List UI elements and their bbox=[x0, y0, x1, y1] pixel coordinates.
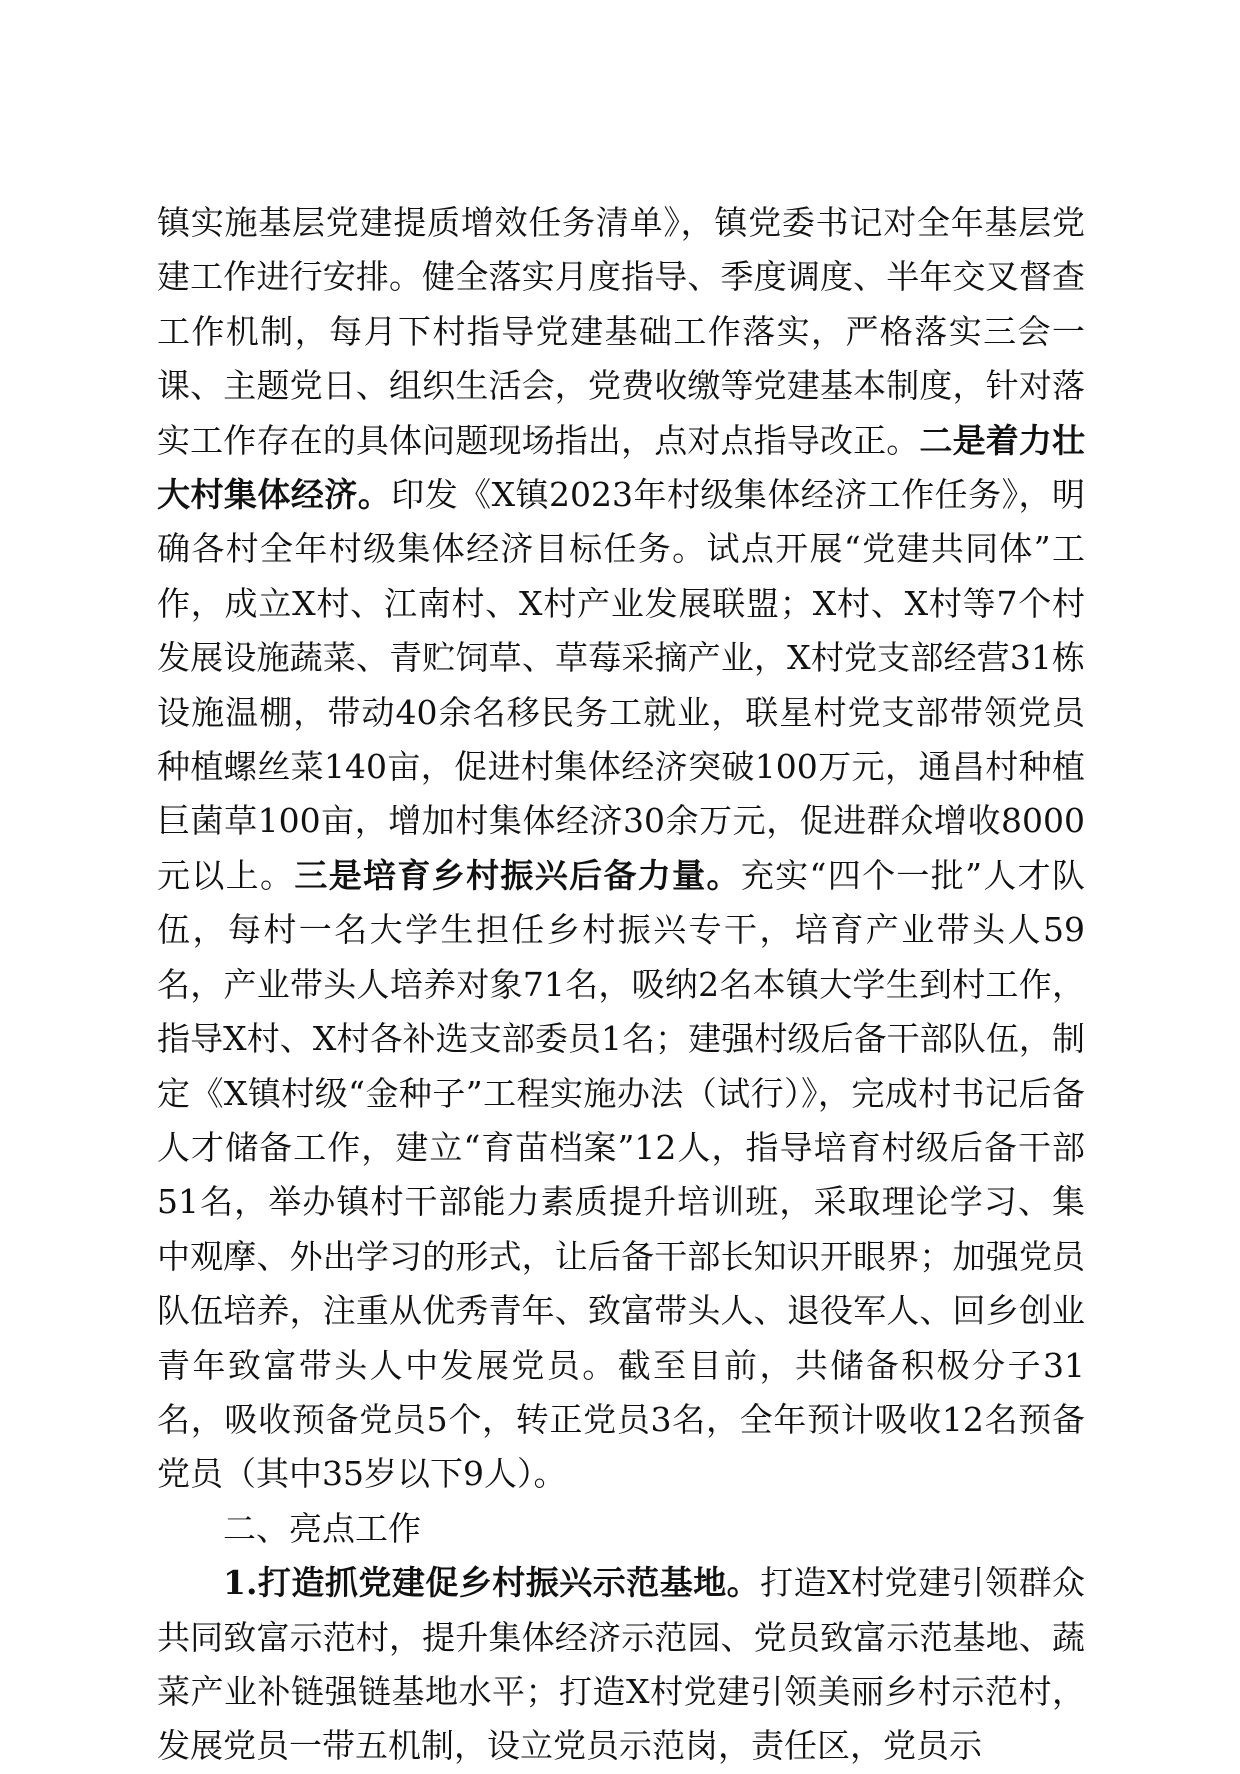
paragraph-text-reserve-talent: 充实“四个一批”人才队伍，每村一名大学生担任乡村振兴专干，培育产业带头人59名，产业带头人培养对象71名，吸纳2名本镇大学生到村工作，指导X村、X村各补选支部委员1名；建强村级后备干部队伍，制定《X镇村级“金种子”工程实施办法（试行）》，完成村书记后备人才储备工作，建立“育苗档案”12人，指导培育村级后备干部51名，举办镇村干部能力素质提升培训班，采取理论学习、集中观摩、外出学习的形式，让后备干部长知识开眼界；加强党员队伍培养，注重从优秀青年、致富带头人、退役军人、回乡创业青年致富带头人中发展党员。截至目前，共储备积极分子31名，吸收预备党员5个，转正党员3名，全年预计吸收12名预备党员（其中35岁以下9人）。 bbox=[157, 855, 1086, 1494]
bold-heading-demo-base: 1.打造抓党建促乡村振兴示范基地。 bbox=[223, 1563, 761, 1603]
document-body bbox=[157, 196, 1085, 1774]
paragraph-text-demo-base: 打造X村党建引领群众共同致富示范村，提升集体经济示范园、党员致富示范基地、蔬菜产业补链强链基地水平；打造X村党建引领美丽乡村示范村，发展党员一带五机制，设立党员示范岗，责任区，党员示 bbox=[157, 1563, 1086, 1766]
paragraph-demo-base bbox=[157, 1556, 1085, 1774]
bold-heading-reserve-talent: 三是培育乡村振兴后备力量。 bbox=[294, 855, 741, 895]
paragraph-text-party-building: 镇实施基层党建提质增效任务清单》，镇党委书记对全年基层党建工作进行安排。健全落实月度指导、季度调度、半年交叉督查工作机制，每月下村指导党建基础工作落实，严格落实三会一课、主题党日、组织生活会，党费收缴等党建基本制度，针对落实工作存在的具体问题现场指出，点对点指导改正。 bbox=[157, 203, 1085, 460]
paragraph-party-building-tasks bbox=[157, 196, 1085, 1502]
section-heading-highlights: 二、亮点工作 bbox=[223, 1508, 421, 1548]
bold-heading-collective-economy: 二是着力壮大村集体经济。 bbox=[157, 420, 1086, 515]
paragraph-text-collective-economy: 印发《X镇2023年村级集体经济工作任务》，明确各村全年村级集体经济目标任务。试点开展“党建共同体”工作，成立X村、江南村、X村产业发展联盟；X村、X村等7个村发展设施蔬菜、青贮饲草、草莓采摘产业，X村党支部经营31栋设施温棚，带动40余名移民务工就业，联星村党支部带领党员种植螺丝菜140亩，促进村集体经济突破100万元，通昌村种植巨菌草100亩，增加村集体经济30余万元，促进群众增收8000元以上。 bbox=[157, 475, 1086, 895]
